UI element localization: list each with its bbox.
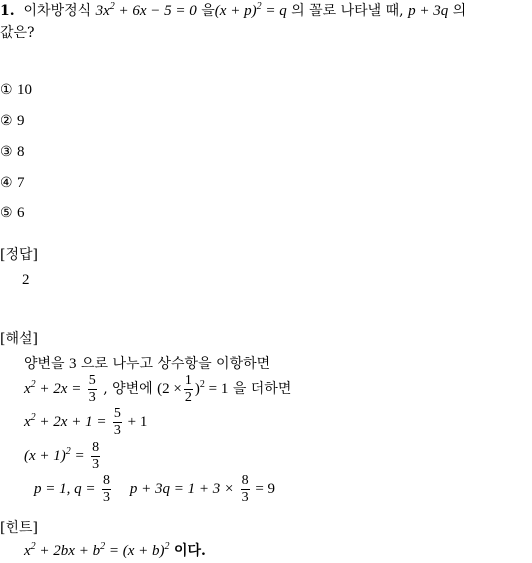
explanation-line-1: 양변을 3 으로 나누고 상수항을 이항하면: [24, 356, 271, 372]
explanation-line-2: $x^2 + 2x$ = $\frac{5}{3}$ , 양변에 (2 × $\frac{1}{2}$ )$^2$ = 1 을 더하면: [24, 372, 292, 405]
choice-1[interactable]: ① 10: [0, 82, 33, 98]
explanation-line-5: p = 1, q = $\frac{8}{3}$ p + 3q = 1 + 3 × $\frac{8}{3}$ = 9: [34, 472, 276, 505]
question-text-c: 의 꼴로 나타낼 때,: [291, 3, 404, 19]
equation-1: $3x^2 + 6x - 5 = 0$: [95, 1, 197, 19]
equation-3: p + 3q: [408, 3, 449, 19]
explanation-line-3: $x^2 + 2x + 1$ = $\frac{5}{3}$ + 1: [24, 405, 148, 438]
choice-2[interactable]: ② 9: [0, 113, 25, 129]
fraction-5-3: $\frac{5}{3}$: [88, 372, 96, 405]
question-line-1: [0, 1, 466, 21]
answer-label: [정답]: [0, 247, 38, 263]
explanation-label: [해설]: [0, 331, 38, 347]
choice-5[interactable]: ⑤ 6: [0, 205, 25, 221]
choice-4[interactable]: ④ 7: [0, 175, 25, 191]
choice-3[interactable]: ③ 8: [0, 144, 25, 160]
hint-line: $x^2 + 2bx + b^2 = (x + b)^2$ 이다.: [24, 541, 206, 559]
question-text-b: 을: [201, 3, 215, 19]
fraction-8-3-c: $\frac{8}{3}$: [241, 472, 249, 505]
question-number: 1.: [0, 3, 15, 19]
fraction-1-2: $\frac{1}{2}$: [184, 372, 192, 405]
fraction-8-3: $\frac{8}{3}$: [92, 439, 100, 472]
hint-label: [힌트]: [0, 520, 38, 536]
equation-2: $(x + p)^2 = q$: [214, 1, 287, 19]
question-text-d: 의: [452, 3, 467, 19]
explanation-line-4: $(x + 1)^2$ = $\frac{8}{3}$: [24, 439, 100, 472]
fraction-5-3-b: $\frac{5}{3}$: [113, 405, 121, 438]
fraction-8-3-b: $\frac{8}{3}$: [102, 472, 110, 505]
question-text-a: 이차방정식: [23, 3, 92, 19]
question-line-2: 값은?: [0, 25, 35, 41]
answer-value: 2: [22, 272, 30, 288]
